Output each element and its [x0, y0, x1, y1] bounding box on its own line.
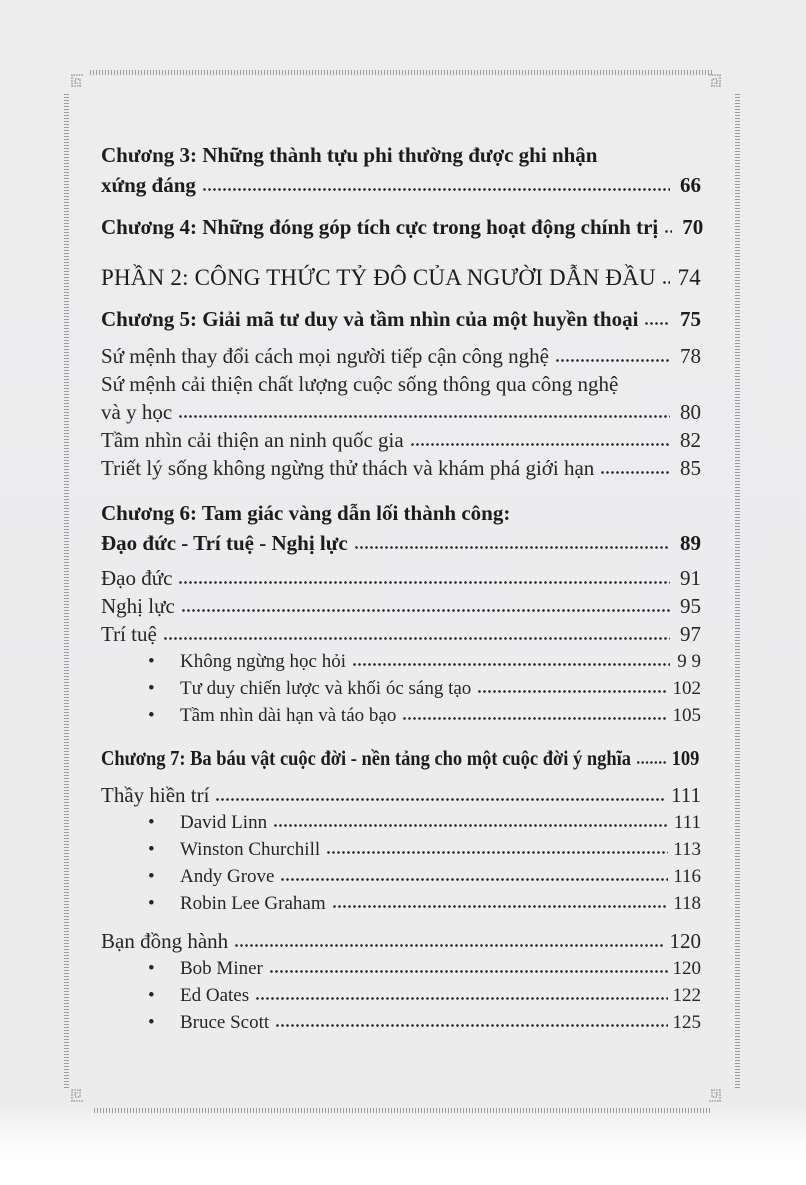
toc-entry-label: Bạn đồng hành [101, 929, 229, 953]
page-number: 105 [672, 705, 701, 726]
page-number: 70 [682, 215, 704, 239]
page-number: 97 [680, 622, 701, 646]
page-number: 125 [672, 1012, 701, 1033]
bullet-icon: • [148, 651, 155, 672]
bullet-icon: • [148, 678, 155, 699]
dot-leader [354, 545, 670, 550]
page-number: 66 [680, 173, 701, 197]
bullet-icon: • [148, 839, 155, 860]
dot-leader [275, 1023, 667, 1028]
bullet-icon: • [148, 866, 155, 887]
dot-leader [234, 943, 664, 948]
toc-entry-chapter [101, 498, 701, 558]
toc-entry-chapter [101, 212, 704, 242]
toc-entry-label: Tầm nhìn cải thiện an ninh quốc gia [101, 428, 404, 452]
dot-leader [269, 969, 668, 974]
dot-leader [644, 321, 670, 326]
toc-entry-label: Triết lý sống không ngừng thử thách và khám phá giới hạn [101, 456, 595, 480]
toc-entry-bullet [101, 675, 701, 702]
page-number: 89 [680, 531, 701, 555]
toc-entry-label: Andy Grove [180, 866, 275, 887]
bullet-icon: • [148, 893, 155, 914]
page-number: 82 [680, 428, 701, 452]
bullet-icon: • [148, 985, 155, 1006]
toc-entry-chapter [101, 743, 699, 773]
dot-leader [178, 580, 670, 585]
toc-entry-section [101, 370, 701, 426]
corner-spiral-icon [66, 1086, 84, 1104]
bullet-icon: • [148, 958, 155, 979]
dot-leader [636, 760, 667, 765]
dot-leader [202, 187, 670, 192]
dot-leader [326, 850, 668, 855]
page-number: 78 [680, 344, 701, 368]
toc-entry-label: Chương 5: Giải mã tư duy và tầm nhìn của một huyền thoại [101, 307, 639, 331]
page-number: 118 [673, 893, 701, 914]
toc-entry-label: Tầm nhìn dài hạn và táo bạo [180, 705, 397, 726]
dot-leader [600, 470, 670, 475]
dot-leader [163, 636, 670, 641]
dot-leader [273, 823, 669, 828]
bullet-icon: • [148, 812, 155, 833]
toc-entry-label: Trí tuệ [101, 622, 157, 646]
toc-entry-label: Chương 4: Những đóng góp tích cực trong hoạt động chính trị [101, 215, 659, 239]
toc-entry-label: Sứ mệnh cải thiện chất lượng cuộc sống thông qua công nghệ [101, 372, 619, 396]
page-number: 74 [677, 265, 701, 290]
dot-leader [332, 904, 669, 909]
corner-spiral-icon [708, 72, 726, 90]
toc-entry-label: xứng đáng [101, 173, 196, 197]
page-number: 120 [669, 929, 701, 953]
toc-entry-label: Thầy hiền trí [101, 783, 210, 807]
toc-entry-label: Robin Lee Graham [180, 893, 326, 914]
toc-entry-bullet [101, 836, 701, 863]
toc-entry-bullet [101, 982, 701, 1009]
page-number: 9 9 [677, 651, 701, 672]
bullet-icon: • [148, 1012, 155, 1033]
toc-entry-section [101, 564, 701, 592]
toc-entry-bullet [101, 863, 701, 890]
toc-entry-bullet [101, 702, 701, 729]
toc-entry-label: Nghị lực [101, 594, 175, 618]
corner-spiral-icon [708, 1086, 726, 1104]
dot-leader [402, 716, 667, 721]
page-number: 80 [680, 400, 701, 424]
toc-entry-section [101, 426, 701, 454]
page-number: 116 [673, 866, 701, 887]
page-number: 85 [680, 456, 701, 480]
toc-entry-label: David Linn [180, 812, 268, 833]
toc-entry-bullet [101, 1009, 701, 1036]
dot-leader [280, 877, 668, 882]
dot-leader [255, 996, 667, 1001]
toc-entry-section [101, 342, 701, 370]
toc-part-heading [101, 262, 701, 294]
toc-entry-label: Bob Miner [180, 958, 263, 979]
toc-entry-label: và y học [101, 400, 173, 424]
toc-entry-section [101, 927, 701, 955]
border-bottom-line [94, 1108, 712, 1113]
dot-leader [662, 280, 670, 285]
toc-entry-label: Không ngừng học hỏi [180, 651, 346, 672]
toc-entry-bullet [101, 648, 701, 675]
dot-leader [178, 414, 670, 419]
dot-leader [664, 229, 672, 234]
toc-entry-section [101, 620, 701, 648]
page-number: 102 [672, 678, 701, 699]
toc-entry-label: Sứ mệnh thay đổi cách mọi người tiếp cận công nghệ [101, 344, 549, 368]
dot-leader [555, 358, 670, 363]
page-number: 120 [672, 958, 701, 979]
page-number: 91 [680, 566, 701, 590]
dot-leader [215, 797, 666, 802]
dot-leader [410, 442, 670, 447]
page-number: 122 [672, 985, 701, 1006]
toc-entry-chapter [101, 140, 701, 200]
toc-entry-chapter [101, 304, 701, 334]
border-right-line [735, 93, 740, 1088]
page-number: 113 [673, 839, 701, 860]
page-number: 109 [671, 746, 700, 770]
toc-entry-bullet [101, 809, 701, 836]
toc-entry-label: PHẦN 2: CÔNG THỨC TỶ ĐÔ CỦA NGƯỜI DẪN ĐẦU [101, 265, 656, 290]
page-number: 111 [671, 783, 701, 807]
toc-entry-section [101, 592, 701, 620]
toc-entry-label: Đạo đức - Trí tuệ - Nghị lực [101, 531, 348, 555]
toc-entry-label: Bruce Scott [180, 1012, 270, 1033]
table-of-contents [101, 140, 704, 1036]
toc-entry-label: Ed Oates [180, 985, 250, 1006]
toc-entry-section [101, 454, 701, 482]
toc-entry-label: Winston Churchill [180, 839, 321, 860]
page-number: 111 [673, 812, 701, 833]
corner-spiral-icon [66, 72, 84, 90]
dot-leader [352, 662, 670, 667]
toc-entry-label: Đạo đức [101, 566, 173, 590]
toc-entry-label: Tư duy chiến lược và khối óc sáng tạo [180, 678, 472, 699]
page-number: 75 [680, 307, 701, 331]
border-top-line [90, 70, 714, 75]
toc-entry-label: Chương 3: Những thành tựu phi thường được ghi nhận [101, 143, 598, 167]
toc-entry-label: Chương 7: Ba báu vật cuộc đời - nền tảng cho một cuộc đời ý nghĩa [101, 746, 632, 770]
toc-entry-bullet [101, 890, 701, 917]
border-left-line [64, 93, 69, 1088]
dot-leader [477, 689, 667, 694]
bullet-icon: • [148, 705, 155, 726]
page-number: 95 [680, 594, 701, 618]
toc-entry-bullet [101, 955, 701, 982]
dot-leader [181, 608, 670, 613]
toc-entry-label: Chương 6: Tam giác vàng dẫn lối thành công: [101, 501, 511, 525]
toc-entry-section [101, 781, 701, 809]
